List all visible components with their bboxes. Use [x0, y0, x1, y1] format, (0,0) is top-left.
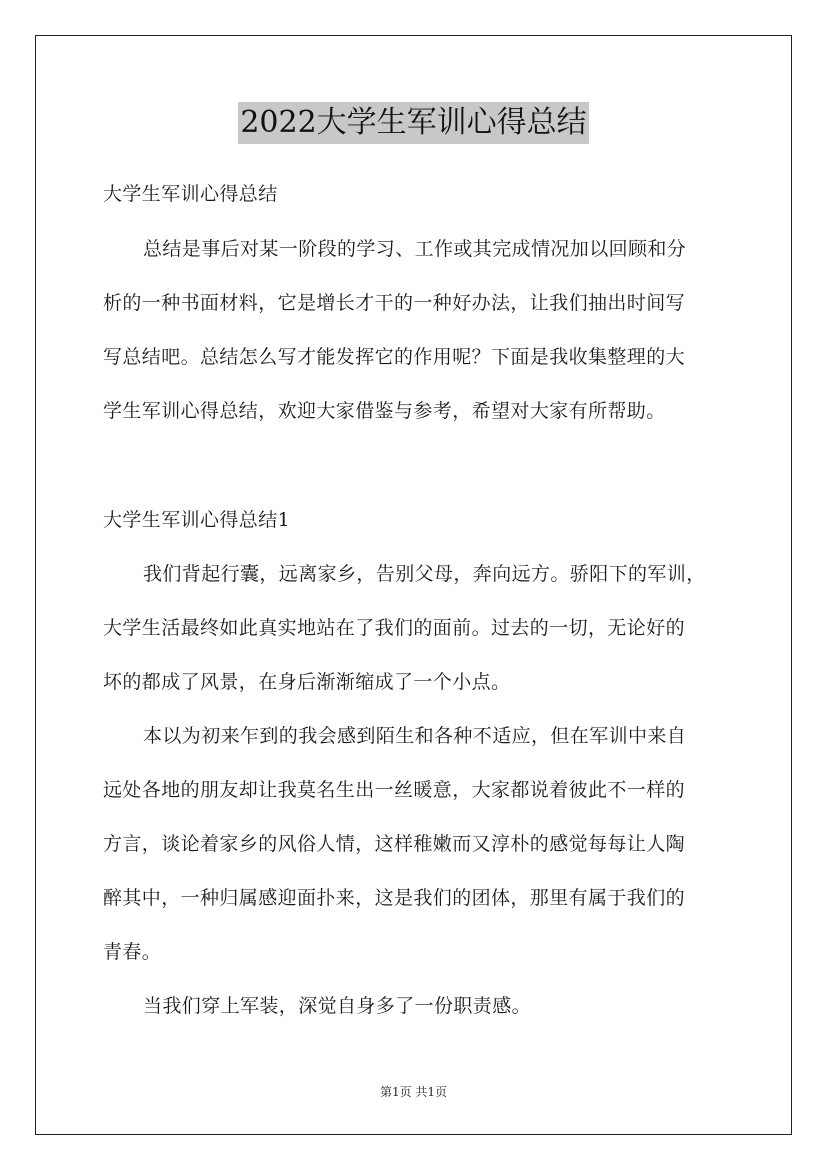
page-footer: 第1页 共1页: [379, 1085, 448, 1099]
paragraph-line: 远处各地的朋友却让我莫名生出一丝暖意，大家都说着彼此不一样的: [103, 779, 686, 801]
paragraph-line: 我们背起行囊，远离家乡，告别父母，奔向远方。骄阳下的军训，: [143, 563, 706, 585]
paragraph-line: 醉其中，一种归属感迎面扑来，这是我们的团体，那里有属于我们的: [103, 887, 686, 909]
document-title: 2022大学生军训心得总结: [238, 102, 588, 144]
paragraph-line: 大学生活最终如此真实地站在了我们的面前。过去的一切，无论好的: [103, 617, 686, 639]
intro-line: 总结是事后对某一阶段的学习、工作或其完成情况加以回顾和分: [143, 238, 687, 260]
paragraph-line: 方言，谈论着家乡的风俗人情，这样稚嫩而又淳朴的感觉每每让人陶: [103, 833, 686, 855]
intro-line: 写总结吧。总结怎么写才能发挥它的作用呢？下面是我收集整理的大: [103, 346, 686, 368]
section-heading: 大学生军训心得总结: [103, 183, 278, 205]
paragraph-line: 青春。: [103, 941, 162, 963]
paragraph-line: 当我们穿上军装，深觉自身多了一份职责感。: [143, 995, 532, 1017]
intro-line: 析的一种书面材料，它是增长才干的一种好办法，让我们抽出时间写: [103, 292, 686, 314]
paragraph-line: 本以为初来乍到的我会感到陌生和各种不适应，但在军训中来自: [143, 725, 687, 747]
section-heading: 大学生军训心得总结1: [103, 509, 291, 531]
intro-line: 学生军训心得总结，欢迎大家借鉴与参考，希望对大家有所帮助。: [103, 400, 666, 422]
paragraph-line: 坏的都成了风景，在身后渐渐缩成了一个小点。: [103, 671, 511, 693]
title-container: [0, 102, 827, 144]
